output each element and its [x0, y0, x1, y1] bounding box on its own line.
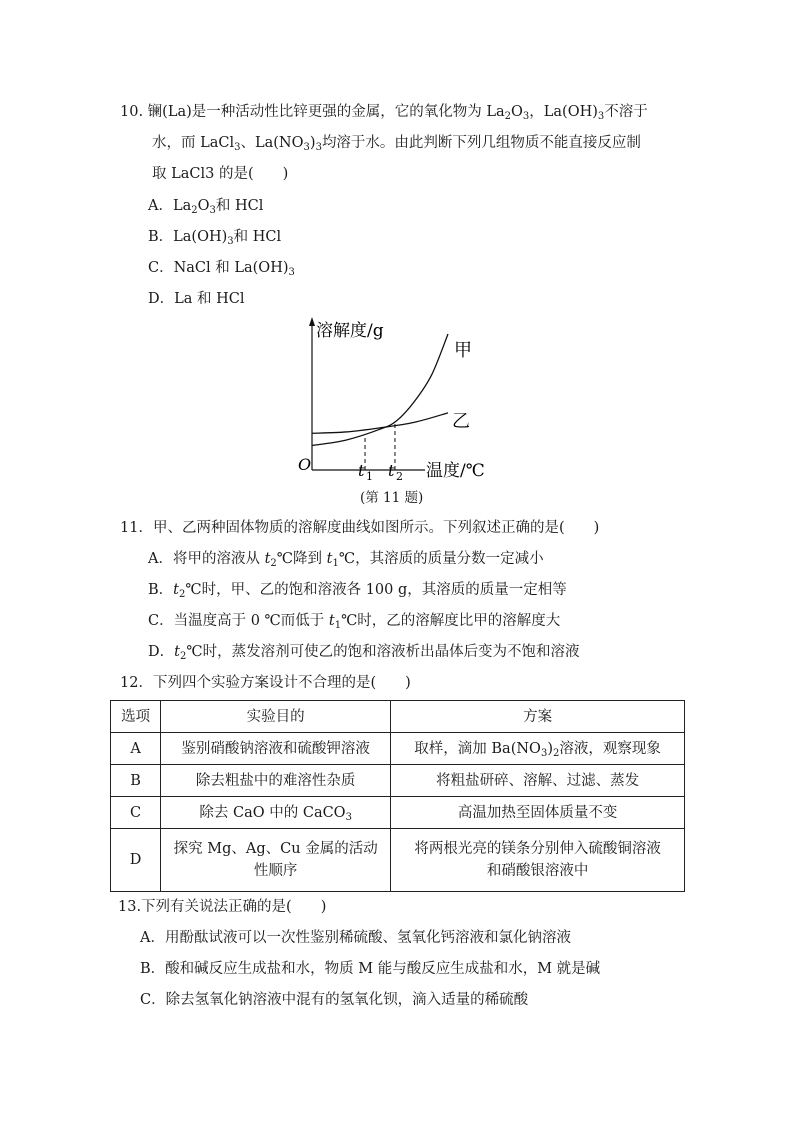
y-axis-arrow: [309, 317, 315, 326]
figure-caption: (第 11 题): [360, 490, 424, 506]
row-goal: 鉴别硝酸钠溶液和硫酸钾溶液: [161, 733, 391, 765]
q10-option-d: D．La 和 HCl: [148, 291, 245, 307]
q13-stem: 13.下列有关说法正确的是( ): [118, 899, 327, 915]
header-plan: 方案: [391, 701, 685, 733]
origin-label: O: [298, 455, 312, 474]
q11-option-a: A．将甲的溶液从 $t_2℃$降到 $t_1℃$，其溶质的质量分数一定减小: [148, 551, 544, 569]
series-line-0: [312, 334, 448, 446]
row-option: D: [111, 829, 161, 892]
t-sub-1: 2: [395, 470, 403, 483]
row-goal: 探究 Mg、Ag、Cu 金属的活动 性顺序: [161, 829, 391, 892]
row-option: C: [111, 797, 161, 829]
q12-table: [110, 700, 685, 892]
t-marks: [358, 422, 403, 483]
q10-option-b: B．$La(OH)_3$和 HCl: [148, 229, 282, 247]
q11-stem: 11．甲、乙两种固体物质的溶解度曲线如图所示。下列叙述正确的是( ): [120, 520, 600, 536]
q11-option-b: B．$t_2℃$时，甲、乙的饱和溶液各 100 g，其溶质的质量一定相等: [148, 582, 567, 600]
t-sub-0: 1: [366, 470, 374, 483]
t-label-0: t: [358, 461, 365, 480]
row-goal: 除去粗盐中的难溶性杂质: [161, 765, 391, 797]
q10-stem-line3: 取 LaCl3 的是( ): [152, 166, 289, 182]
y-axis-label: 溶解度/g: [316, 321, 384, 341]
table-row: [111, 765, 685, 797]
q13-option-b: B．酸和碱反应生成盐和水，物质 M 能与酸反应生成盐和水，M 就是碱: [140, 961, 601, 977]
table-header-row: [111, 701, 685, 733]
header-goal: 实验目的: [161, 701, 391, 733]
q11-option-d: D．$t_2℃$时，蒸发溶剂可使乙的饱和溶液析出晶体后变为不饱和溶液: [148, 644, 580, 662]
row-plan: 高温加热至固体质量不变: [391, 797, 685, 829]
series-label-0: 甲: [454, 340, 472, 361]
row-plan: 将两根光亮的镁条分别伸入硫酸铜溶液 和硝酸银溶液中: [391, 829, 685, 892]
q13-option-c: C．除去氢氧化钠溶液中混有的氢氧化钡，滴入适量的稀硫酸: [140, 992, 529, 1008]
table-row: [111, 829, 685, 892]
curves: [312, 334, 472, 446]
q11-option-c: C．当温度高于 0 ℃而低于 $t_1℃$时，乙的溶解度比甲的溶解度大: [148, 613, 561, 631]
row-option: B: [111, 765, 161, 797]
q10-stem-line1: 10. 镧(La)是一种活动性比锌更强的金属，它的氧化物为 $La_2O_3$，$La(OH)_3$不溶于: [120, 104, 648, 122]
t-label-1: t: [387, 461, 395, 480]
q10-stem-line2: 水，而 LaCl$_3$、$La(NO_3)_3$均溶于水。由此判断下列几组物质不能直接反应制: [152, 135, 641, 153]
row-plan: 将粗盐研碎、溶解、过滤、蒸发: [391, 765, 685, 797]
table-row: [111, 733, 685, 765]
row-plan: 取样，滴加 $Ba(NO_3)_2$溶液，观察现象: [391, 733, 685, 765]
solubility-chart: [290, 312, 510, 487]
series-label-1: 乙: [452, 410, 470, 432]
q10-option-a: A．$La_2O_3$和 HCl: [148, 198, 264, 216]
header-option: 选项: [111, 701, 161, 733]
q13-option-a: A．用酚酞试液可以一次性鉴别稀硫酸、氢氧化钙溶液和氯化钠溶液: [140, 930, 571, 946]
q10-option-c: C．NaCl 和 $La(OH)_3$: [148, 260, 295, 278]
table-row: [111, 797, 685, 829]
series-line-1: [312, 413, 448, 433]
q12-stem: 12．下列四个实验方案设计不合理的是( ): [120, 675, 411, 691]
row-goal: 除去 CaO 中的 CaCO$_3$: [161, 797, 391, 829]
row-option: A: [111, 733, 161, 765]
x-axis-label: 温度/℃: [426, 461, 485, 481]
